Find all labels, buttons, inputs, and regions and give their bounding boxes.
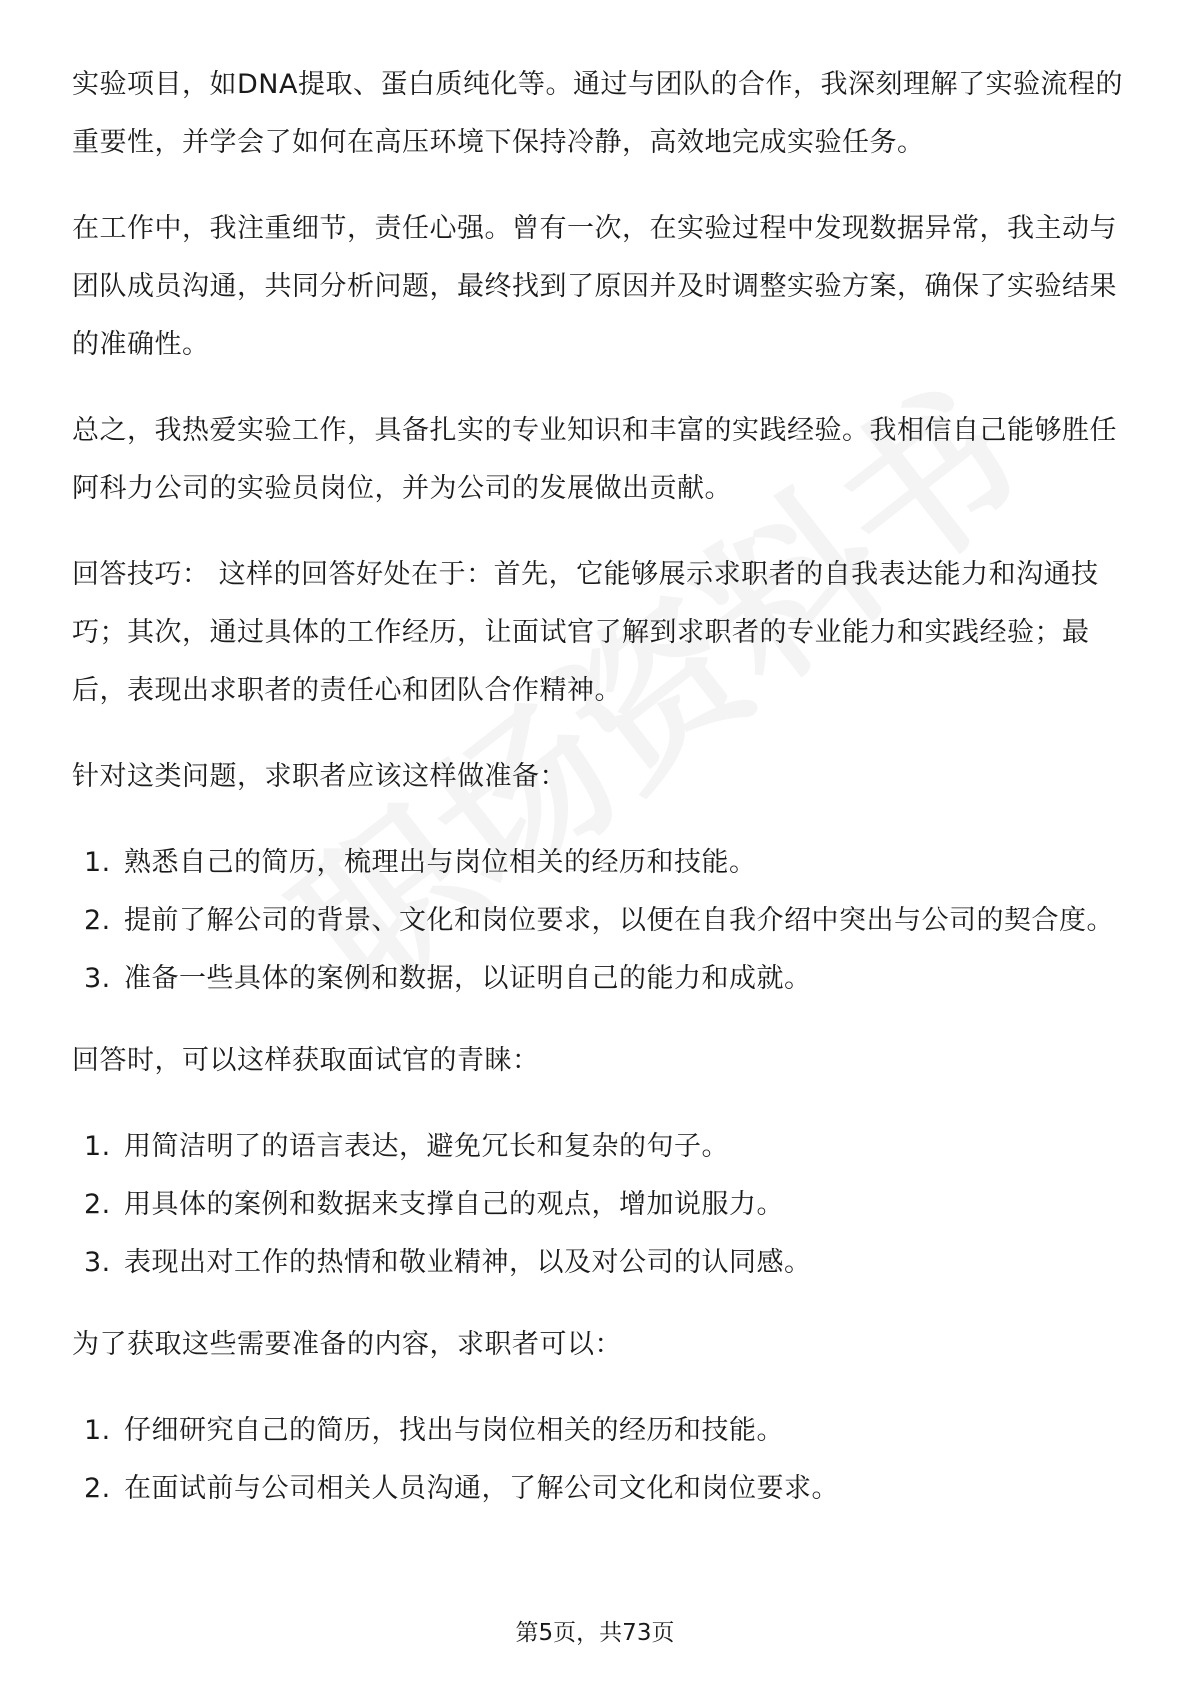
list-item-text: 用具体的案例和数据来支撑自己的观点，增加说服力。: [124, 1189, 784, 1220]
paragraph-research-intro: 为了获取这些需要准备的内容，求职者可以：: [72, 1329, 622, 1360]
list-number: 2.: [84, 1189, 111, 1220]
list-item: [72, 834, 1124, 892]
paragraph-answer-intro: 回答时，可以这样获取面试官的青睐：: [72, 1045, 540, 1076]
list-item: [72, 1176, 1124, 1234]
list-number: 1.: [84, 847, 111, 878]
list-item-text: 提前了解公司的背景、文化和岗位要求，以便在自我介绍中突出与公司的契合度。: [124, 905, 1114, 936]
paragraph-experience: 实验项目，如DNA提取、蛋白质纯化等。通过与团队的合作，我深刻理解了实验流程的重要性，并学会了如何在高压环境下保持冷静，高效地完成实验任务。: [72, 69, 1123, 158]
list-item-text: 在面试前与公司相关人员沟通，了解公司文化和岗位要求。: [124, 1473, 839, 1504]
list-number: 2.: [84, 905, 111, 936]
list-item: [72, 892, 1124, 950]
document-body: [72, 56, 1124, 1542]
list-item: [72, 950, 1124, 1008]
preparation-list: [72, 834, 1124, 1008]
list-item: [72, 1118, 1124, 1176]
list-item-text: 用简洁明了的语言表达，避免冗长和复杂的句子。: [124, 1131, 729, 1162]
list-item: [72, 1402, 1124, 1460]
list-item: [72, 1460, 1124, 1518]
list-number: 2.: [84, 1473, 111, 1504]
list-item-text: 准备一些具体的案例和数据，以证明自己的能力和成就。: [124, 963, 812, 994]
list-number: 3.: [84, 1247, 111, 1278]
list-item-text: 表现出对工作的热情和敬业精神，以及对公司的认同感。: [124, 1247, 812, 1278]
paragraph-work-detail: 在工作中，我注重细节，责任心强。曾有一次，在实验过程中发现数据异常，我主动与团队成员沟通，共同分析问题，最终找到了原因并及时调整实验方案，确保了实验结果的准确性。: [72, 213, 1117, 360]
paragraph-summary: 总之，我热爱实验工作，具备扎实的专业知识和丰富的实践经验。我相信自己能够胜任阿科力公司的实验员岗位，并为公司的发展做出贡献。: [72, 415, 1117, 504]
list-number: 1.: [84, 1415, 111, 1446]
list-item-text: 熟悉自己的简历，梳理出与岗位相关的经历和技能。: [124, 847, 757, 878]
page-number-footer: 第5页，共73页: [515, 1620, 675, 1646]
answer-list: [72, 1118, 1124, 1292]
list-number: 3.: [84, 963, 111, 994]
paragraph-answer-tips: 回答技巧： 这样的回答好处在于：首先，它能够展示求职者的自我表达能力和沟通技巧；其次，通过具体的工作经历，让面试官了解到求职者的专业能力和实践经验；最后，表现出求职者的责任心和团队合作精神。: [72, 559, 1099, 706]
list-item-text: 仔细研究自己的简历，找出与岗位相关的经历和技能。: [124, 1415, 784, 1446]
paragraph-preparation-intro: 针对这类问题，求职者应该这样做准备：: [72, 761, 567, 792]
research-list: [72, 1402, 1124, 1518]
list-item: [72, 1234, 1124, 1292]
list-number: 1.: [84, 1131, 111, 1162]
